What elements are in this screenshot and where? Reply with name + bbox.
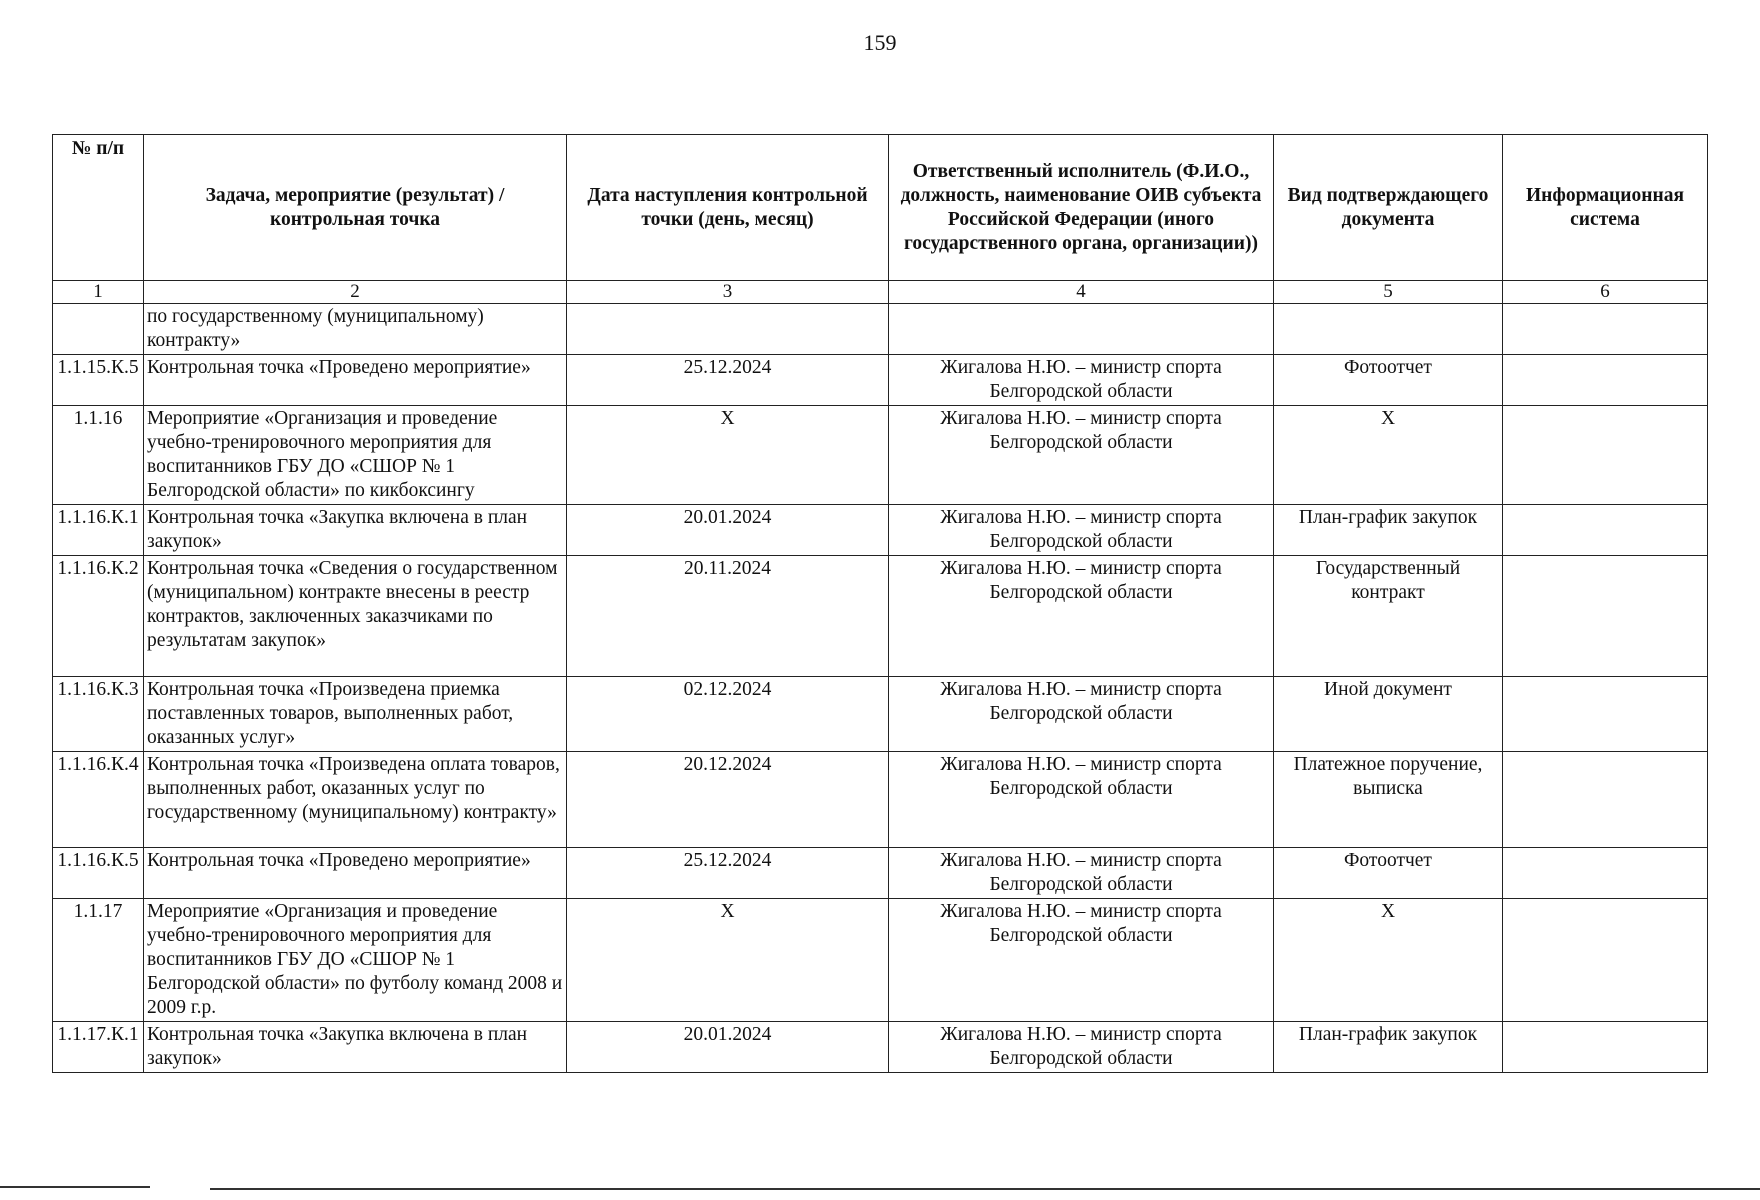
row-info-system xyxy=(1503,752,1708,848)
row-doc-type: Х xyxy=(1274,899,1503,1022)
row-task: по государственному (муниципальному) контракту» xyxy=(144,304,567,355)
row-date: 20.01.2024 xyxy=(567,505,889,556)
header-row xyxy=(53,135,1708,281)
row-responsible: Жигалова Н.Ю. – министр спорта Белгородской области xyxy=(889,899,1274,1022)
row-responsible: Жигалова Н.Ю. – министр спорта Белгородской области xyxy=(889,677,1274,752)
row-date: 20.01.2024 xyxy=(567,1022,889,1073)
row-task: Мероприятие «Организация и проведение учебно-тренировочного мероприятия для воспитанников ГБУ ДО «СШОР № 1 Белгородской области» по кикбоксингу xyxy=(144,406,567,505)
row-responsible: Жигалова Н.Ю. – министр спорта Белгородской области xyxy=(889,505,1274,556)
row-doc-type: План-график закупок xyxy=(1274,1022,1503,1073)
column-index: 5 xyxy=(1274,281,1503,304)
row-responsible: Жигалова Н.Ю. – министр спорта Белгородской области xyxy=(889,406,1274,505)
row-doc-type: План-график закупок xyxy=(1274,505,1503,556)
header-task: Задача, мероприятие (результат) / контрольная точка xyxy=(144,135,567,281)
control-points-table xyxy=(52,134,1708,1073)
row-responsible: Жигалова Н.Ю. – министр спорта Белгородской области xyxy=(889,355,1274,406)
row-responsible: Жигалова Н.Ю. – министр спорта Белгородской области xyxy=(889,556,1274,677)
row-number: 1.1.16.К.2 xyxy=(53,556,144,677)
table-row xyxy=(53,899,1708,1022)
table-row xyxy=(53,556,1708,677)
table-row xyxy=(53,752,1708,848)
row-doc-type: Фотоотчет xyxy=(1274,848,1503,899)
row-number: 1.1.16.К.3 xyxy=(53,677,144,752)
column-index: 1 xyxy=(53,281,144,304)
row-info-system xyxy=(1503,1022,1708,1073)
row-info-system xyxy=(1503,505,1708,556)
table-row xyxy=(53,406,1708,505)
row-info-system xyxy=(1503,556,1708,677)
table-row xyxy=(53,1022,1708,1073)
table-row xyxy=(53,304,1708,355)
row-responsible xyxy=(889,304,1274,355)
row-task: Контрольная точка «Произведена приемка поставленных товаров, выполненных работ, оказанных услуг» xyxy=(144,677,567,752)
row-task: Контрольная точка «Произведена оплата товаров, выполненных работ, оказанных услуг по государственному (муниципальному) контракту» xyxy=(144,752,567,848)
column-index-row xyxy=(53,281,1708,304)
header-doc-type: Вид подтверждающего документа xyxy=(1274,135,1503,281)
table-row xyxy=(53,355,1708,406)
row-number xyxy=(53,304,144,355)
row-info-system xyxy=(1503,899,1708,1022)
row-doc-type: Платежное поручение, выписка xyxy=(1274,752,1503,848)
row-responsible: Жигалова Н.Ю. – министр спорта Белгородской области xyxy=(889,752,1274,848)
row-date: Х xyxy=(567,406,889,505)
row-task: Мероприятие «Организация и проведение учебно-тренировочного мероприятия для воспитанников ГБУ ДО «СШОР № 1 Белгородской области» по футболу команд 2008 и 2009 г.р. xyxy=(144,899,567,1022)
header-date: Дата наступления контрольной точки (день, месяц) xyxy=(567,135,889,281)
column-index: 3 xyxy=(567,281,889,304)
row-task: Контрольная точка «Закупка включена в план закупок» xyxy=(144,505,567,556)
row-task: Контрольная точка «Проведено мероприятие» xyxy=(144,848,567,899)
column-index: 2 xyxy=(144,281,567,304)
row-task: Контрольная точка «Сведения о государственном (муниципальном) контракте внесены в реестр контрактов, заключенных заказчиками по результатам закупок» xyxy=(144,556,567,677)
row-task: Контрольная точка «Закупка включена в план закупок» xyxy=(144,1022,567,1073)
row-responsible: Жигалова Н.Ю. – министр спорта Белгородской области xyxy=(889,1022,1274,1073)
row-number: 1.1.16.К.1 xyxy=(53,505,144,556)
row-info-system xyxy=(1503,406,1708,505)
row-number: 1.1.16.К.5 xyxy=(53,848,144,899)
row-responsible: Жигалова Н.Ю. – министр спорта Белгородской области xyxy=(889,848,1274,899)
row-date xyxy=(567,304,889,355)
column-index: 4 xyxy=(889,281,1274,304)
row-date: Х xyxy=(567,899,889,1022)
row-number: 1.1.17.К.1 xyxy=(53,1022,144,1073)
row-info-system xyxy=(1503,304,1708,355)
row-date: 02.12.2024 xyxy=(567,677,889,752)
page-number: 159 xyxy=(863,30,897,55)
row-date: 25.12.2024 xyxy=(567,848,889,899)
row-info-system xyxy=(1503,677,1708,752)
row-number: 1.1.17 xyxy=(53,899,144,1022)
row-doc-type xyxy=(1274,304,1503,355)
row-number: 1.1.16 xyxy=(53,406,144,505)
footer-rule-right xyxy=(210,1188,1760,1190)
row-date: 20.11.2024 xyxy=(567,556,889,677)
row-number: 1.1.16.К.4 xyxy=(53,752,144,848)
header-num: № п/п xyxy=(53,135,144,281)
table-row xyxy=(53,677,1708,752)
table-row xyxy=(53,505,1708,556)
row-date: 20.12.2024 xyxy=(567,752,889,848)
table-row xyxy=(53,848,1708,899)
row-doc-type: Иной документ xyxy=(1274,677,1503,752)
row-doc-type: Фотоотчет xyxy=(1274,355,1503,406)
row-info-system xyxy=(1503,355,1708,406)
row-number: 1.1.15.К.5 xyxy=(53,355,144,406)
row-task: Контрольная точка «Проведено мероприятие» xyxy=(144,355,567,406)
header-responsible: Ответственный исполнитель (Ф.И.О., должность, наименование ОИВ субъекта Российской Федерации (иного государственного органа, организации)) xyxy=(889,135,1274,281)
row-doc-type: Х xyxy=(1274,406,1503,505)
row-date: 25.12.2024 xyxy=(567,355,889,406)
header-info-system: Информационная система xyxy=(1503,135,1708,281)
footer-rule-left xyxy=(0,1186,150,1188)
row-doc-type: Государственный контракт xyxy=(1274,556,1503,677)
row-info-system xyxy=(1503,848,1708,899)
column-index: 6 xyxy=(1503,281,1708,304)
